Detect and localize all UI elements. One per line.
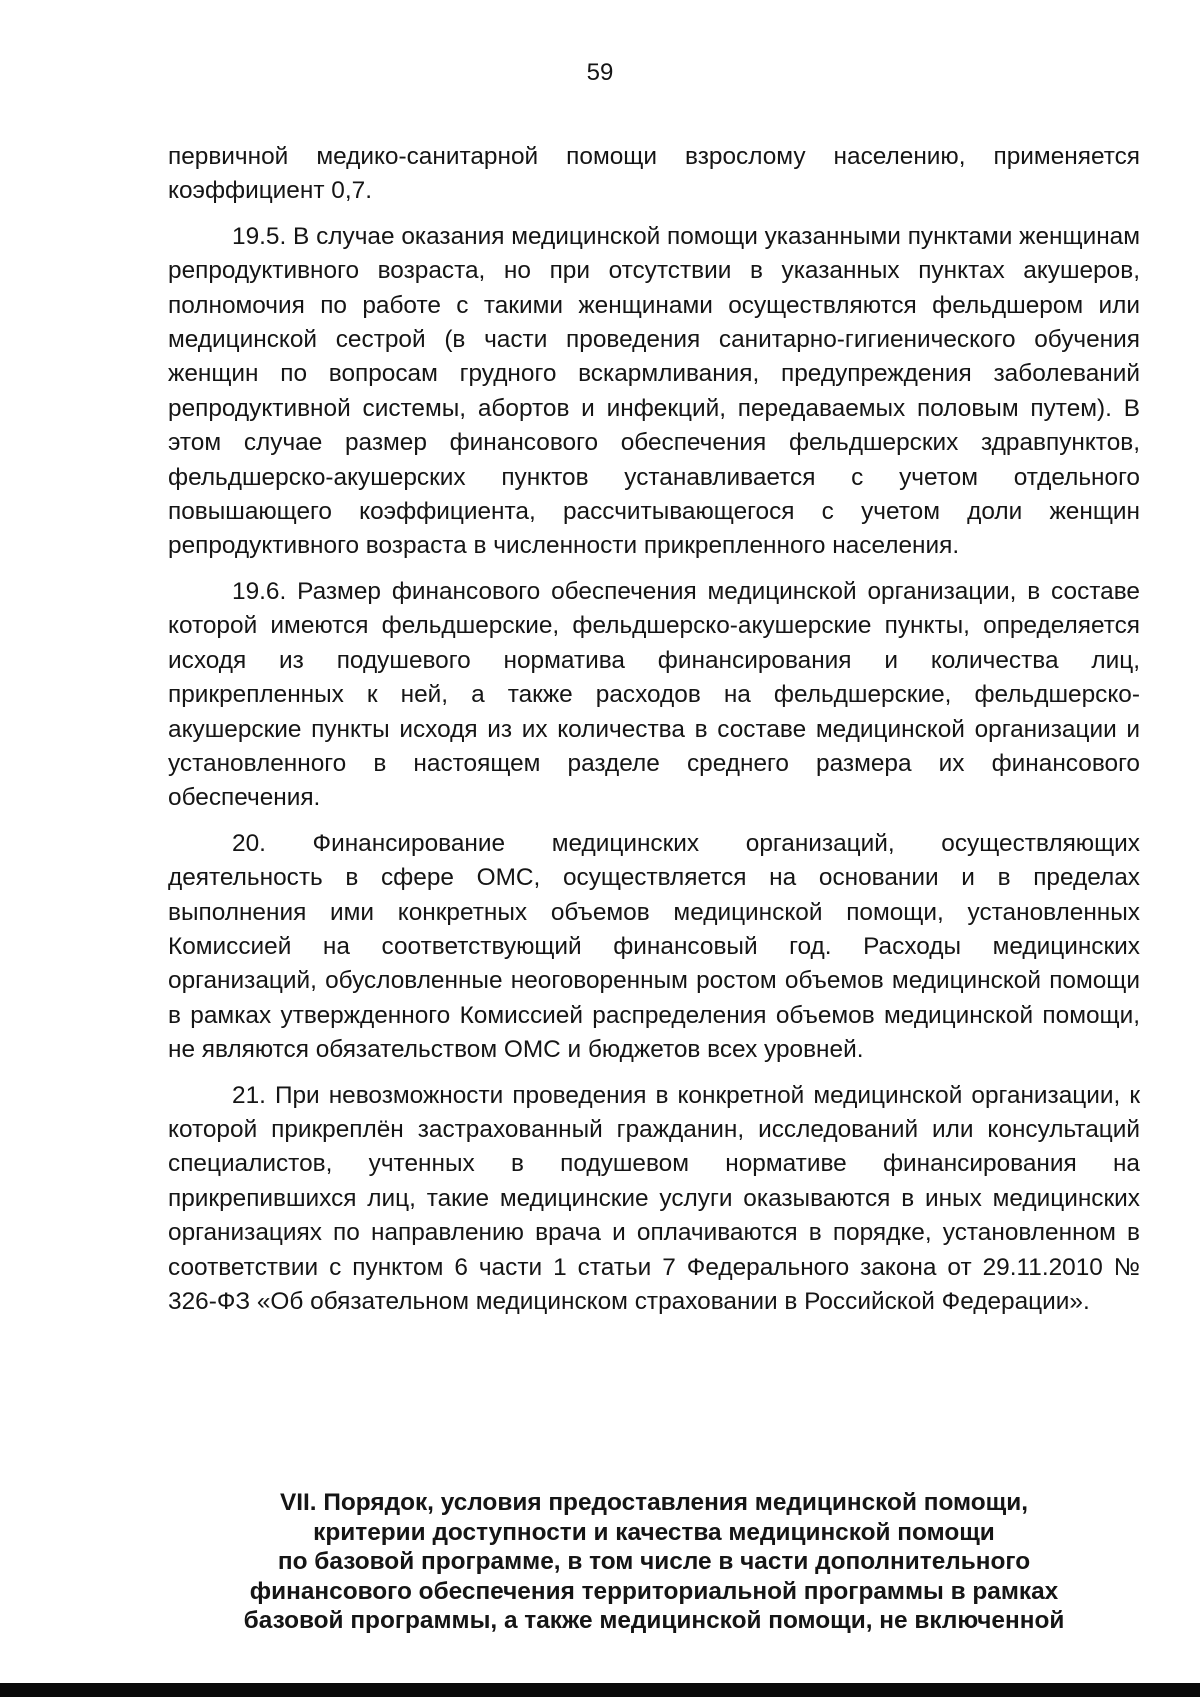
section-heading-line: финансового обеспечения территориальной программы в рамках (249, 1577, 1059, 1605)
body-text (168, 140, 1140, 1319)
paragraph-19-6: 19.6. Размер финансового обеспечения медицинской организации, в составе которой имеются фельдшерские, фельдшерско-акушерские пункты, определяется исходя из подушевого норматива финансирования и количества лиц, прикрепленных к ней, а также расходов на фельдшерские, фельдшерско-акушерские пункты исходя из их количества в составе медицинской организации и установленного в настоящем разделе среднего размера их финансового обеспечения. (168, 577, 1140, 812)
paragraph-continuation: первичной медико-санитарной помощи взрослому населению, применяется коэффициент 0,7. (168, 143, 1140, 205)
section-heading-line: критерии доступности и качества медицинской помощи (313, 1518, 995, 1546)
page-number: 59 (586, 59, 614, 86)
section-heading (168, 1488, 1140, 1636)
scan-edge-bar (0, 1683, 1200, 1697)
section-heading-line: базовой программы, а также медицинской помощи, не включенной (243, 1607, 1065, 1635)
paragraph-19-5: 19.5. В случае оказания медицинской помощи указанными пунктами женщинам репродуктивного возраста, но при отсутствии в указанных пунктах акушеров, полномочия по работе с такими женщинами осуществляются фельдшером или медицинской сестрой (в части проведения санитарно-гигиенического обучения женщин по вопросам грудного вскармливания, предупреждения заболеваний репродуктивной системы, абортов и инфекций, передаваемых половым путем). В этом случае размер финансового обеспечения фельдшерских здравпунктов, фельдшерско-акушерских пунктов устанавливается с учетом отдельного повышающего коэффициента, рассчитывающегося с учетом доли женщин репродуктивного возраста в численности прикрепленного населения. (168, 222, 1140, 560)
paragraph-20: 20. Финансирование медицинских организаций, осуществляющих деятельность в сфере ОМС, осуществляется на основании и в пределах выполнения ими конкретных объемов медицинской помощи, установленных Комиссией на соответствующий финансовый год. Расходы медицинских организаций, обусловленные неоговоренным ростом объемов медицинской помощи в рамках утвержденного Комиссией распределения объемов медицинской помощи, не являются обязательством ОМС и бюджетов всех уровней. (168, 829, 1140, 1064)
section-heading-line: по базовой программе, в том числе в части дополнительного (277, 1548, 1031, 1576)
paragraph-21: 21. При невозможности проведения в конкретной медицинской организации, к которой прикреплён застрахованный гражданин, исследований или консультаций специалистов, учтенных в подушевом нормативе финансирования на прикрепившихся лиц, такие медицинские услуги оказываются в иных медицинских организациях по направлению врача и оплачиваются в порядке, установленном в соответствии с пунктом 6 части 1 статьи 7 Федерального закона от 29.11.2010 № 326-ФЗ «Об обязательном медицинском страховании в Российской Федерации». (168, 1081, 1140, 1315)
section-heading-line: VII. Порядок, условия предоставления медицинской помощи, (279, 1489, 1029, 1516)
